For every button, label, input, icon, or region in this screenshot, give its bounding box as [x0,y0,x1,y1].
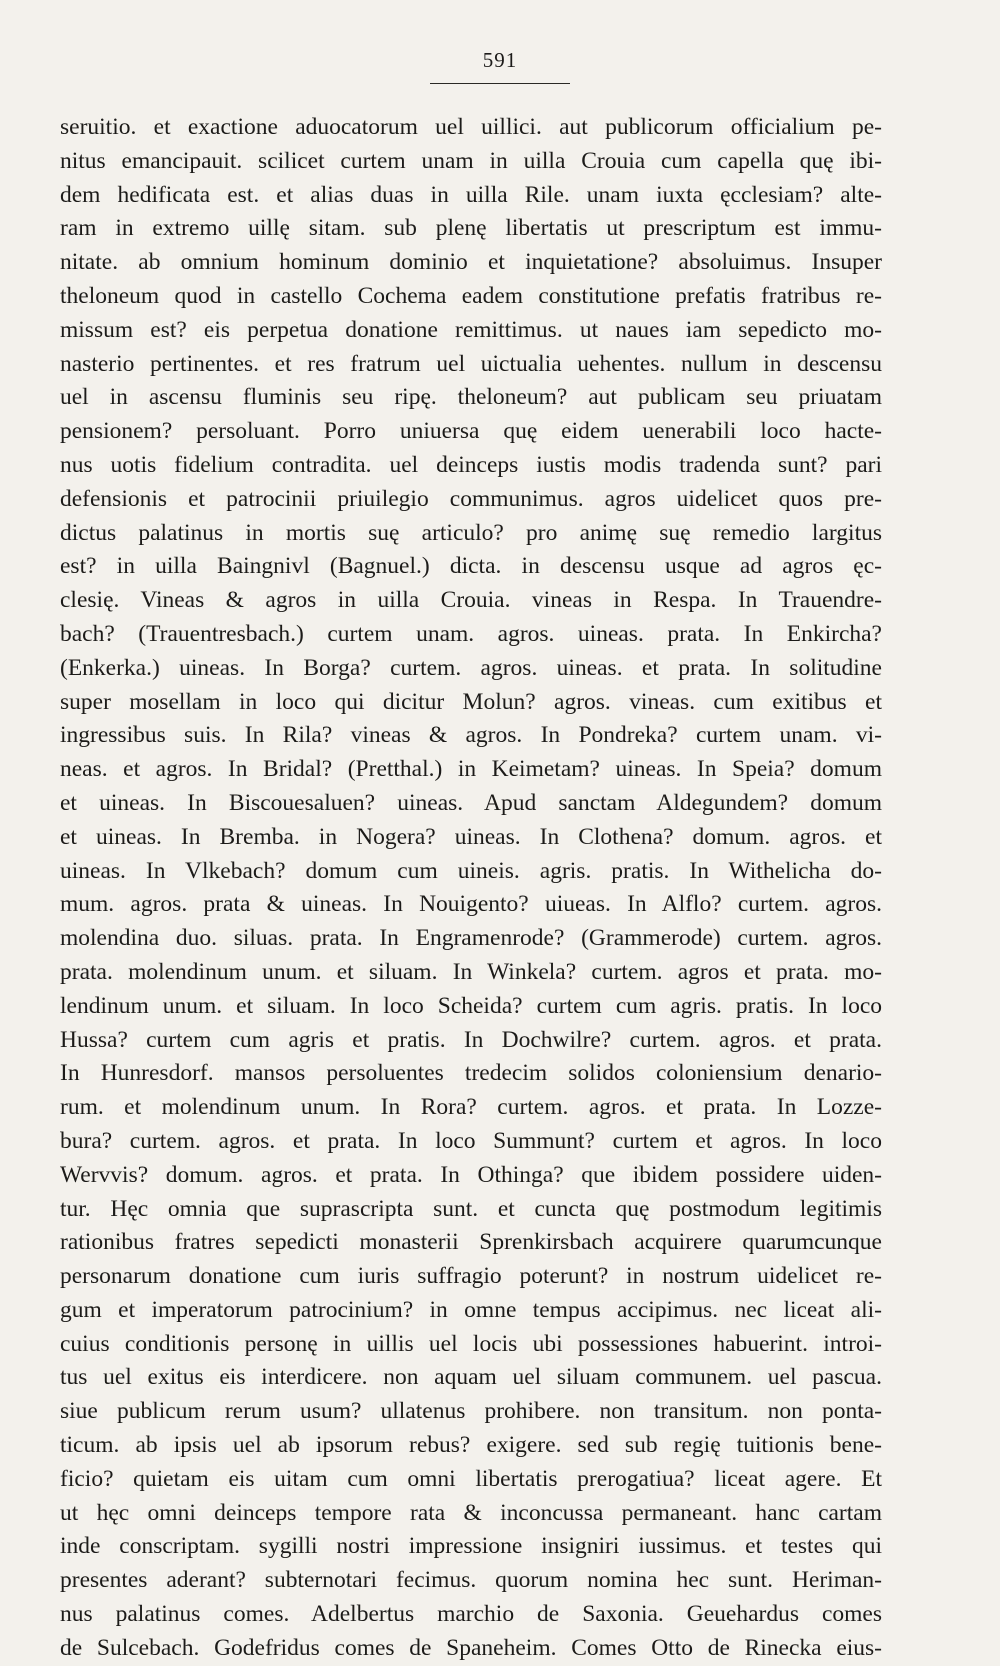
text-line: siue publicum rerum usum? ullatenus prohibere. non transitum. non ponta- [60,1398,882,1425]
text-line: et uineas. In Bremba. in Nogera? uineas. In Clothena? domum. agros. et [60,823,882,850]
text-line: ram in extremo uillę sitam. sub plenę libertatis ut prescriptum est immu- [60,215,882,242]
text-line: inde conscriptam. sygilli nostri impressione insigniri iussimus. et testes qui [60,1533,882,1560]
text-line: nus palatinus comes. Adelbertus marchio de Saxonia. Geuehardus comes [60,1601,882,1628]
text-line: defensionis et patrocinii priuilegio communimus. agros uidelicet quos pre- [60,485,882,512]
text-line: nasterio pertinentes. et res fratrum uel uictualia uehentes. nullum in descensu [60,350,882,377]
text-line: nitus emancipauit. scilicet curtem unam in uilla Crouia cum capella quę ibi- [60,147,882,174]
text-line: nus uotis fidelium contradita. uel deinceps iustis modis tradenda sunt? pari [60,451,882,478]
text-line: (Enkerka.) uineas. In Borga? curtem. agros. uineas. et prata. In solitudine [60,654,882,681]
text-line: et uineas. In Biscouesaluen? uineas. Apud sanctam Aldegundem? domum [60,789,882,816]
text-line: prata. molendinum unum. et siluam. In Winkela? curtem. agros et prata. mo- [60,958,882,985]
text-line: uel in ascensu fluminis seu ripę. theloneum? aut publicam seu priuatam [60,384,882,411]
text-line: super mosellam in loco qui dicitur Molun? agros. vineas. cum exitibus et [60,688,882,715]
text-line: ticum. ab ipsis uel ab ipsorum rebus? exigere. sed sub regię tuitionis bene- [60,1432,882,1459]
text-line: est? in uilla Baingnivl (Bagnuel.) dicta. in descensu usque ad agros ęc- [60,553,882,580]
text-line: bura? curtem. agros. et prata. In loco Summunt? curtem et agros. In loco [60,1127,882,1154]
text-line: nitate. ab omnium hominum dominio et inquietatione? absoluimus. Insuper [60,249,882,276]
text-line: clesię. Vineas & agros in uilla Crouia. vineas in Respa. In Trauendre- [60,587,882,614]
text-line: rationibus fratres sepedicti monasterii Sprenkirsbach acquirere quarumcunque [60,1229,882,1256]
text-line: Hussa? curtem cum agris et pratis. In Dochwilre? curtem. agros. et prata. [60,1026,882,1053]
text-line: dem hedificata est. et alias duas in uilla Rile. unam iuxta ęcclesiam? alte- [60,181,882,208]
text-line: mum. agros. prata & uineas. In Nouigento? uiueas. In Alflo? curtem. agros. [60,891,882,918]
header-rule [430,83,570,84]
text-line: lendinum unum. et siluam. In loco Scheida? curtem cum agris. pratis. In loco [60,992,882,1019]
text-line: rum. et molendinum unum. In Rora? curtem. agros. et prata. In Lozze- [60,1094,882,1121]
body-text [60,111,882,1666]
text-line: cuius conditionis personę in uillis uel locis ubi possessiones habuerint. introi- [60,1330,882,1357]
text-line: presentes aderant? subternotari fecimus. quorum nomina hec sunt. Heriman- [60,1567,882,1594]
text-line: theloneum quod in castello Cochema eadem constitutione prefatis fratribus re- [60,282,882,309]
text-line: ingressibus suis. In Rila? vineas & agros. In Pondreka? curtem unam. vi- [60,722,882,749]
text-line: seruitio. et exactione aduocatorum uel uillici. aut publicorum officialium pe- [60,114,882,140]
text-line: bach? (Trauentresbach.) curtem unam. agros. uineas. prata. In Enkircha? [60,620,882,647]
text-line: ut hęc omni deinceps tempore rata & inconcussa permaneant. hanc cartam [60,1499,882,1526]
text-line: tus uel exitus eis interdicere. non aquam uel siluam communem. uel pascua. [60,1364,882,1391]
text-line: molendina duo. siluas. prata. In Engramenrode? (Grammerode) curtem. agros. [60,925,882,952]
text-line: In Hunresdorf. mansos persoluentes tredecim solidos coloniensium denario- [60,1060,882,1087]
text-line: uineas. In Vlkebach? domum cum uineis. agris. pratis. In Withelicha do- [60,857,882,884]
text-line: personarum donatione cum iuris suffragio poterunt? in nostrum uidelicet re- [60,1263,882,1290]
text-line: ficio? quietam eis uitam cum omni libertatis prerogatiua? liceat agere. Et [60,1465,882,1492]
text-line: gum et imperatorum patrocinium? in omne tempus accipimus. nec liceat ali- [60,1296,882,1323]
page-number: 591 [482,48,518,72]
text-line: tur. Hęc omnia que suprascripta sunt. et cuncta quę postmodum legitimis [60,1195,882,1222]
text-line: Wervvis? domum. agros. et prata. In Othinga? que ibidem possidere uiden- [60,1161,882,1188]
text-line: de Sulcebach. Godefridus comes de Spaneheim. Comes Otto de Rinecka eius- [60,1634,882,1661]
text-line: missum est? eis perpetua donatione remittimus. ut naues iam sepedicto mo- [60,316,882,343]
text-line: pensionem? persoluant. Porro uniuersa quę eidem uenerabili loco hacte- [60,418,882,445]
text-line: dictus palatinus in mortis suę articulo? pro animę suę remedio largitus [60,519,882,546]
text-line: neas. et agros. In Bridal? (Pretthal.) in Keimetam? uineas. In Speia? domum [60,756,882,783]
